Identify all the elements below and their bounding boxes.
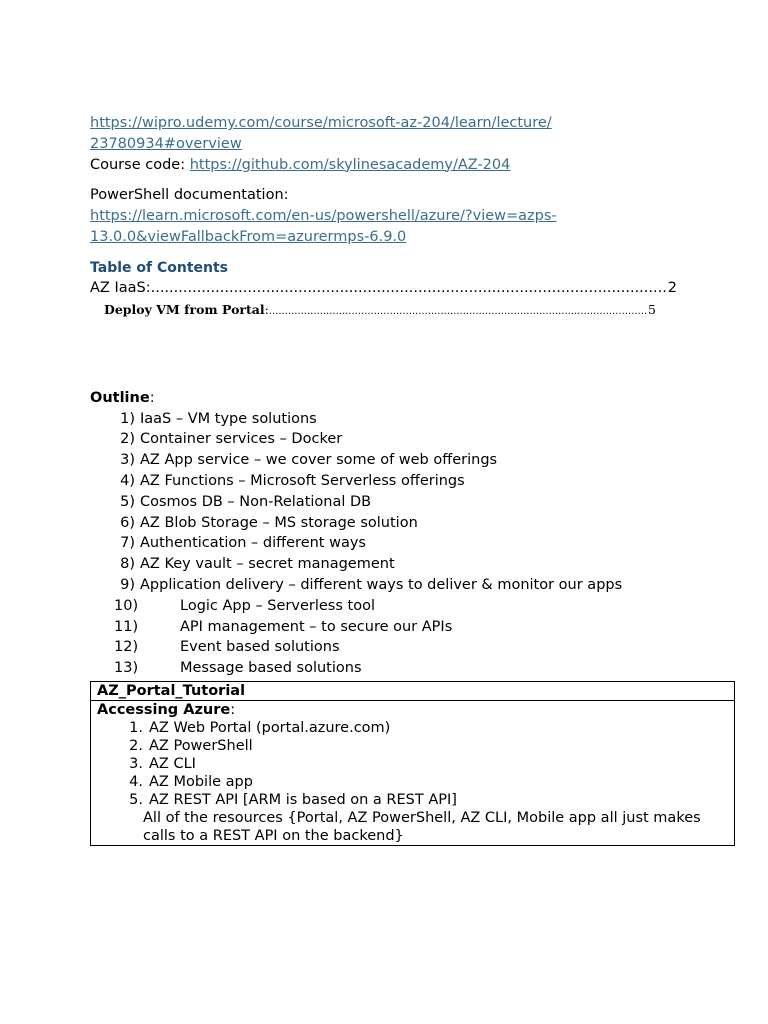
list-item-number: 1) — [120, 410, 135, 427]
list-item-number: 3) — [120, 452, 135, 469]
list-item — [90, 450, 735, 471]
powershell-doc-link[interactable] — [90, 208, 557, 245]
outline-heading — [90, 388, 735, 409]
list-item-text: Cosmos DB – Non-Relational DB — [140, 493, 372, 510]
list-item — [90, 533, 735, 554]
list-item-text: Container services – Docker — [140, 431, 343, 448]
udemy-link-paragraph — [90, 113, 735, 155]
list-item-text: Message based solutions — [180, 660, 362, 677]
list-item — [90, 492, 735, 513]
list-item-number: 2) — [120, 431, 135, 448]
toc-entry-az-iaas[interactable] — [90, 278, 677, 298]
list-item-number: 12) — [114, 639, 139, 656]
list-item-number: 2. — [129, 737, 143, 754]
portal-tutorial-table — [90, 681, 735, 846]
list-item-number: 3. — [129, 755, 143, 772]
accessing-azure-heading-text: Accessing Azure — [97, 701, 231, 718]
powershell-link-paragraph — [90, 206, 735, 248]
list-item-text: Logic App – Serverless tool — [180, 597, 375, 614]
list-item-text: AZ Web Portal (portal.azure.com) — [149, 719, 391, 736]
toc-entry-title: AZ IaaS: — [90, 279, 151, 296]
udemy-url-line1: https://wipro.udemy.com/course/microsoft-az-204/learn/lecture/ — [90, 115, 552, 131]
list-item-text: AZ PowerShell — [149, 737, 253, 754]
list-item-text: AZ Key vault – secret management — [140, 556, 395, 573]
list-item-text: AZ REST API [ARM is based on a REST API] — [149, 791, 457, 808]
list-item-number: 6) — [120, 514, 135, 531]
powershell-url-line2: 13.0.0&viewFallbackFrom=azurermps-6.9.0 — [90, 228, 407, 245]
toc-entry-page: 5 — [648, 301, 656, 317]
list-item-number: 5. — [129, 791, 143, 808]
list-item-number: 7) — [120, 535, 135, 552]
outline-list — [90, 409, 735, 679]
list-item-number: 4) — [120, 472, 135, 489]
list-item-number: 13) — [114, 660, 139, 677]
course-code-link[interactable]: https://github.com/skylinesacademy/AZ-204 — [189, 156, 511, 173]
toc-entry-deploy-vm[interactable] — [104, 301, 656, 321]
toc-heading: Table of Contents — [90, 259, 229, 276]
access-methods-list — [97, 719, 728, 809]
list-item — [90, 637, 735, 658]
list-item — [90, 554, 735, 575]
powershell-doc-label: PowerShell documentation: — [90, 187, 289, 204]
list-item-text: Event based solutions — [180, 639, 340, 656]
list-item-number: 1. — [129, 719, 143, 736]
list-item — [90, 409, 735, 430]
list-item-number: 11) — [114, 618, 139, 635]
portal-tutorial-title: AZ_Portal_Tutorial — [91, 682, 734, 701]
toc-entry-title: Deploy VM from Portal — [104, 301, 265, 317]
list-item-number: 5) — [120, 493, 135, 510]
list-item-text: AZ Functions – Microsoft Serverless offerings — [140, 472, 465, 489]
list-item — [90, 658, 735, 679]
list-item — [90, 471, 735, 492]
toc-leader — [151, 278, 668, 298]
portal-tutorial-body — [91, 701, 734, 845]
list-item-text: API management – to secure our APIs — [180, 618, 453, 635]
list-item-number: 9) — [120, 576, 135, 593]
course-code-label: Course code: — [90, 156, 190, 173]
udemy-course-link[interactable] — [90, 115, 552, 152]
document-content — [90, 113, 735, 846]
outline-heading-colon: : — [149, 389, 155, 406]
toc-entry-suffix: : — [264, 301, 269, 317]
course-code-line — [90, 155, 735, 176]
list-item-text: AZ Blob Storage – MS storage solution — [140, 514, 418, 531]
list-item-text: Authentication – different ways — [140, 535, 366, 552]
list-item — [97, 791, 728, 809]
list-item-text: AZ CLI — [149, 755, 196, 772]
list-item — [90, 429, 735, 450]
list-item — [97, 719, 728, 737]
powershell-url-line1: https://learn.microsoft.com/en-us/powershell/azure/?view=azps- — [90, 208, 557, 225]
list-item-text: AZ Mobile app — [149, 773, 253, 790]
list-item-number: 8) — [120, 556, 135, 573]
list-item-number: 4. — [129, 773, 143, 790]
list-item-text: AZ App service – we cover some of web offerings — [140, 452, 498, 469]
list-item-text: Application delivery – different ways to deliver & monitor our apps — [140, 576, 623, 593]
list-item-number: 10) — [114, 597, 139, 614]
accessing-azure-heading — [97, 701, 728, 719]
list-item — [97, 755, 728, 773]
list-item — [90, 575, 735, 596]
accessing-azure-heading-colon: : — [230, 701, 236, 718]
outline-heading-text: Outline — [90, 389, 150, 406]
list-item-text: IaaS – VM type solutions — [140, 410, 317, 427]
list-item — [90, 513, 735, 534]
list-item — [97, 737, 728, 755]
toc-leader — [269, 303, 648, 321]
udemy-url-line2: 23780934#overview — [90, 135, 242, 152]
list-item — [90, 617, 735, 638]
rest-api-note: All of the resources {Portal, AZ PowerShell, AZ CLI, Mobile app all just makes calls to a REST API on the backend} — [143, 809, 701, 844]
toc-entry-page: 2 — [667, 279, 677, 296]
list-item — [97, 773, 728, 791]
list-item — [90, 596, 735, 617]
